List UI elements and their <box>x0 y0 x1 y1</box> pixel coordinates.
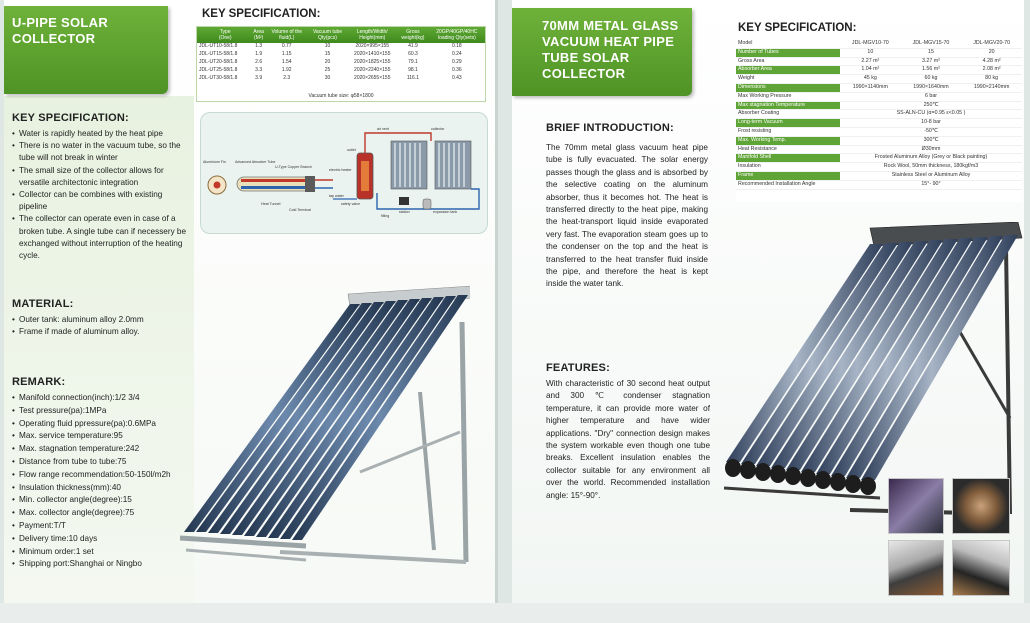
right-spec-value: 45 kg <box>863 75 877 82</box>
label-tap-water: tap water <box>329 194 344 198</box>
right-spec-row <box>736 163 1022 172</box>
right-spec-key: Max Working Pressure <box>738 92 792 99</box>
label-heat-tunnel: Heat Tunnel <box>261 202 281 206</box>
label-electric-heater: electric heater <box>329 168 352 172</box>
right-spec-value: Frosted Aluminum Alloy (Grey or Black painting) <box>874 154 988 161</box>
left-spec-cell: 1.54 <box>281 59 292 65</box>
label-collector: collector <box>431 127 445 131</box>
left-spec-cell: JDL-UT25-58/1.8 <box>199 67 238 73</box>
key-spec-item: • There is no water in the vacuum tube, so the tube will not break in winter <box>12 140 188 164</box>
left-spec-cell: 25 <box>324 67 331 73</box>
right-spec-row <box>736 180 1022 189</box>
left-spec-cell: 0.77 <box>281 43 292 49</box>
right-spec-value: 250℃ <box>923 101 939 108</box>
right-spec-value: 1990×2140mm <box>973 83 1010 90</box>
system-diagram <box>200 112 488 234</box>
right-spec-row <box>736 48 1022 57</box>
right-spec-key: Heat Resistance <box>738 145 777 152</box>
remark-item: • Manifold connection(inch):1/2 3/4 <box>12 392 194 405</box>
collector-array <box>391 141 471 189</box>
left-spec-col-header: Area (M²) <box>253 29 264 41</box>
right-spec-value: 6 bar <box>924 92 938 99</box>
left-spec-cell: 79.1 <box>408 59 418 65</box>
detail-photo-manifold <box>952 540 1010 596</box>
left-spec-cell: 0.36 <box>451 67 462 73</box>
left-spec-cell: JDL-UT10-58/1.8 <box>199 43 238 49</box>
right-spec-key: Max stagnation Temperature <box>736 101 840 110</box>
right-spec-key: Gross Area <box>738 57 765 64</box>
left-spec-cell: 98.1 <box>408 67 418 73</box>
right-title-line-3: TUBE SOLAR COLLECTOR <box>542 50 630 81</box>
right-spec-row <box>736 110 1022 119</box>
right-spec-value: 2.08 m² <box>982 66 1001 73</box>
key-spec-list <box>12 128 188 262</box>
label-aluminium-fin: Aluminium Fin <box>203 160 226 164</box>
vacuum-tubes <box>184 295 468 540</box>
label-cold-terminal: Cold Terminal <box>289 208 311 212</box>
right-spec-key: Long-term Vacuum <box>736 119 840 128</box>
left-spec-row <box>199 42 485 50</box>
right-spec-row <box>736 66 1022 75</box>
label-station: station <box>399 210 410 214</box>
left-spec-cell: 2020×995×155 <box>355 43 390 49</box>
left-spec-cell: 0.24 <box>451 51 462 57</box>
left-spec-row <box>199 58 485 66</box>
right-spec-value: 20 <box>988 48 995 55</box>
left-spec-cell: 2020×2655×155 <box>354 75 391 81</box>
left-spec-cell: 10 <box>324 43 331 49</box>
right-spec-key: Dimensions <box>736 83 840 92</box>
left-spec-cell: 2.3 <box>283 75 291 81</box>
right-spec-value: Ø30mm <box>921 145 941 152</box>
remark-item: • Delivery time:10 days <box>12 533 194 546</box>
right-spec-key: Frame <box>736 171 840 180</box>
left-spec-cell: 41.9 <box>408 43 418 49</box>
right-spec-key: Frost resisting <box>738 127 772 134</box>
left-spec-cell: 2020×1410×155 <box>354 51 391 57</box>
right-spec-key: Weight <box>738 75 755 82</box>
left-spec-table <box>196 26 486 102</box>
label-u-copper: U-Type Copper Branch <box>275 165 312 169</box>
left-spec-cell: 1.3 <box>255 43 263 49</box>
right-spec-key: Insulation <box>738 163 761 170</box>
remark-item: • Shipping port:Shanghai or Ningbo <box>12 558 194 571</box>
left-spec-cell: 0.18 <box>451 43 462 49</box>
right-spec-col-header: Model <box>738 40 753 46</box>
remark-item: • Test pressure(pa):1MPa <box>12 405 194 418</box>
remark-item: • Insulation thickness(mm):40 <box>12 482 194 495</box>
label-air-vent: air vent <box>377 127 389 131</box>
right-spec-col-header: JDL-MGV10-70 <box>851 40 889 46</box>
right-spec-row <box>736 57 1022 66</box>
rear-leg <box>462 322 466 562</box>
middle-leg <box>420 392 434 550</box>
expansion-tank-icon <box>423 199 431 209</box>
right-spec-value: 300℃ <box>923 136 939 143</box>
left-spec-cell: 0.29 <box>451 59 462 65</box>
right-title-banner <box>512 8 692 96</box>
key-spec-item: • The small size of the collector allows for versatile architectonic integration <box>12 165 188 189</box>
key-spec-item: • Water is rapidly heated by the heat pipe <box>12 128 188 140</box>
right-spec-key: Max. Working Temp. <box>736 136 840 145</box>
features-heading: FEATURES: <box>546 362 610 374</box>
left-spec-cell: 20 <box>324 59 331 65</box>
remark-list <box>12 392 194 571</box>
detail-photo-heat-pipe <box>952 478 1010 534</box>
right-spec-row <box>736 154 1022 163</box>
label-expansion-tank: expansion tank <box>433 210 458 214</box>
left-spec-col-header: Type (One) <box>218 29 232 41</box>
right-spec-value: 10 <box>867 48 874 55</box>
left-spec-cell: 3.3 <box>255 67 263 73</box>
right-spec-value: 1.04 m² <box>861 66 880 73</box>
label-outlet: outlet <box>347 148 356 152</box>
features-text: With characteristic of 30 second heat output and 300 ℃ condenser stagnation temperature, it can provide more water of higher temperature and have wider applications. "Dry" connection design makes the system workable even though one tube breaks. Excellent insulation enables the collector suitable for any environment all over the world. Recommended installation angle: 15°-90°. <box>546 379 710 500</box>
left-spec-col-header: 20GP/40GP/40HC loading Qty(sets) <box>436 29 478 41</box>
right-spec-row <box>736 136 1022 145</box>
right-spec-key: Number of Tubes <box>736 48 840 57</box>
left-spec-cell: 60.3 <box>408 51 418 57</box>
vacuum-tube-size-note: Vacuum tube size: φ58×1800 <box>308 93 374 99</box>
left-spec-row <box>199 50 485 58</box>
u-pipe-cold-line <box>241 186 305 189</box>
right-spec-row <box>736 127 1022 136</box>
right-spec-value: 15°- 90° <box>921 180 941 187</box>
remark-item: • Max. stagnation temperature:242 <box>12 443 194 456</box>
right-spec-col-header: JDL-MGV15-70 <box>912 40 950 46</box>
detail-photo-absorber <box>888 478 944 534</box>
right-brochure-page <box>512 0 1024 603</box>
key-spec-item: • Collector can be combines with existing pipeline <box>12 189 188 213</box>
bottom-strip <box>0 603 1030 623</box>
material-heading: MATERIAL: <box>12 298 74 310</box>
right-spec-row <box>736 75 1022 84</box>
remark-heading: REMARK: <box>12 376 66 388</box>
left-spec-cell: 0.43 <box>451 75 462 81</box>
right-spec-value: SS-ALN-CU (α=0.95 ε<0.05 ) <box>896 110 966 117</box>
left-spec-title: KEY SPECIFICATION: <box>202 8 321 20</box>
rear-support-leg <box>1006 246 1010 514</box>
right-title-line-1: 70MM METAL GLASS <box>542 18 679 33</box>
right-spec-key: Manifold Shell <box>736 154 840 163</box>
right-spec-value: 80 kg <box>985 75 999 82</box>
left-brochure-page <box>4 0 498 603</box>
material-item: • Frame if made of aluminum alloy. <box>12 326 192 338</box>
right-spec-value: 1.56 m² <box>922 66 940 73</box>
right-spec-key: Absorber Coating <box>738 110 780 117</box>
left-spec-cell: 1.9 <box>255 51 263 57</box>
right-spec-header-row <box>736 40 1022 48</box>
u-pipe-hot-line <box>241 179 305 182</box>
right-spec-row <box>736 101 1022 110</box>
label-safety-valve: safety valve <box>341 202 360 206</box>
material-list <box>12 314 192 338</box>
right-title-line-2: VACUUM HEAT PIPE <box>542 34 675 49</box>
right-spec-key: Absorber Area <box>736 66 840 75</box>
remark-item: • Minimum order:1 set <box>12 546 194 559</box>
left-spec-row <box>199 74 485 82</box>
u-pipe-collector-illustration <box>180 282 470 592</box>
right-spec-value: Rock Wool, 50mm thickness, 180kgf/m3 <box>883 163 979 170</box>
left-spec-col-header: Length/Width/ Height(mm) <box>356 29 388 41</box>
right-spec-value: 2.27 m² <box>861 57 880 64</box>
right-spec-value: 1990×1140mm <box>852 83 888 90</box>
right-spec-value: 10-8 bar <box>921 119 941 126</box>
left-spec-row <box>199 66 485 74</box>
right-spec-value: -50℃ <box>924 127 938 134</box>
base-rail <box>280 552 466 562</box>
right-spec-row <box>736 171 1022 180</box>
remark-item: • Payment:T/T <box>12 520 194 533</box>
material-item: • Outer tank: aluminum alloy 2.0mm <box>12 314 192 326</box>
left-title-line-2: COLLECTOR <box>12 31 96 46</box>
remark-item: • Flow range recommendation:50-150l/m2h <box>12 469 194 482</box>
key-spec-item: • The collector can operate even in case of a broken tube. A single tube can if necessery be exchanged without interruption of the heating cycle. <box>12 213 188 262</box>
right-spec-value: 60 kg <box>924 75 938 82</box>
system-diagram-svg <box>201 113 489 235</box>
right-spec-value: Stainless Steel or Aluminum Alloy <box>891 171 971 178</box>
brief-intro-heading: BRIEF INTRODUCTION: <box>546 122 674 134</box>
tube-core-icon <box>214 182 221 189</box>
remark-item: • Distance from tube to tube:75 <box>12 456 194 469</box>
pump-station-icon <box>399 197 409 205</box>
left-spec-cell: 15 <box>324 51 331 57</box>
left-spec-cell: 2.6 <box>255 59 263 65</box>
bottom-rail <box>180 538 306 546</box>
right-spec-row <box>736 92 1022 101</box>
remark-item: • Operating fluid ppressure(pa):0.6MPa <box>12 418 194 431</box>
left-spec-cell: 2020×1825×155 <box>354 59 391 65</box>
label-absorber-tube: Advanced Absorber Tube <box>235 160 276 164</box>
key-spec-heading: KEY SPECIFICATION: <box>12 112 129 124</box>
right-spec-col-header: JDL-MGV20-70 <box>973 40 1011 46</box>
label-filling: filling <box>381 214 390 218</box>
remark-item: • Max. collector angle(degree):75 <box>12 507 194 520</box>
right-spec-row <box>736 145 1022 154</box>
right-spec-row <box>736 119 1022 128</box>
brief-intro-text: The 70mm metal glass vacuum heat pipe tube is fully evacuated. The solar energy passes though the glass and is absorbed by the selective coating on the aluminum absorber, thus it becomes hot. The heat is transferred directly to the heat pipe, making the heat-transport liquid inside evaporated very fast. The evaporation steam goes up to the condenser on the top and the heat is transferred to the heat transfer fluid inside the pipe, and therefore the heat is kept inside the water tank. <box>546 143 708 289</box>
detail-photo-condenser <box>888 540 944 596</box>
right-spec-value: 1990×1640mm <box>913 83 949 90</box>
left-spec-col-header: Volume of the fluid(L) <box>271 29 303 41</box>
left-spec-cell: 30 <box>324 75 331 81</box>
left-spec-cell: 1.92 <box>281 67 292 73</box>
right-spec-value: 4.28 m² <box>982 57 1001 64</box>
left-spec-cell: 3.9 <box>255 75 263 81</box>
left-spec-cell: JDL-UT30-58/1.8 <box>199 75 238 81</box>
right-spec-key: Recommended Installation Angle <box>738 180 816 187</box>
left-title-banner <box>4 6 168 94</box>
left-spec-cell: 116.1 <box>406 75 420 81</box>
right-spec-value: 3.27 m² <box>922 57 940 64</box>
left-spec-col-header: Gross weight(kg) <box>401 29 425 41</box>
left-spec-cell: 1.15 <box>281 51 292 57</box>
metal-glass-collector-illustration <box>720 222 1024 520</box>
u-pipe-header <box>305 176 315 192</box>
storage-tank-core <box>361 161 369 191</box>
left-spec-cell: JDL-UT20-58/1.8 <box>199 59 238 65</box>
left-title-line-1: U-PIPE SOLAR <box>12 15 109 30</box>
right-spec-row <box>736 83 1022 92</box>
left-spec-col-header: Vacuum tube Qty(pcs) <box>312 29 343 41</box>
left-spec-cell: JDL-UT15-58/1.8 <box>199 51 238 57</box>
left-spec-cell: 2020×2240×155 <box>354 67 391 73</box>
right-spec-value: 15 <box>928 48 934 55</box>
remark-item: • Max. service temperature:95 <box>12 430 194 443</box>
remark-item: • Min. collector angle(degree):15 <box>12 494 194 507</box>
right-spec-table <box>736 40 1022 202</box>
right-spec-title: KEY SPECIFICATION: <box>738 22 857 34</box>
